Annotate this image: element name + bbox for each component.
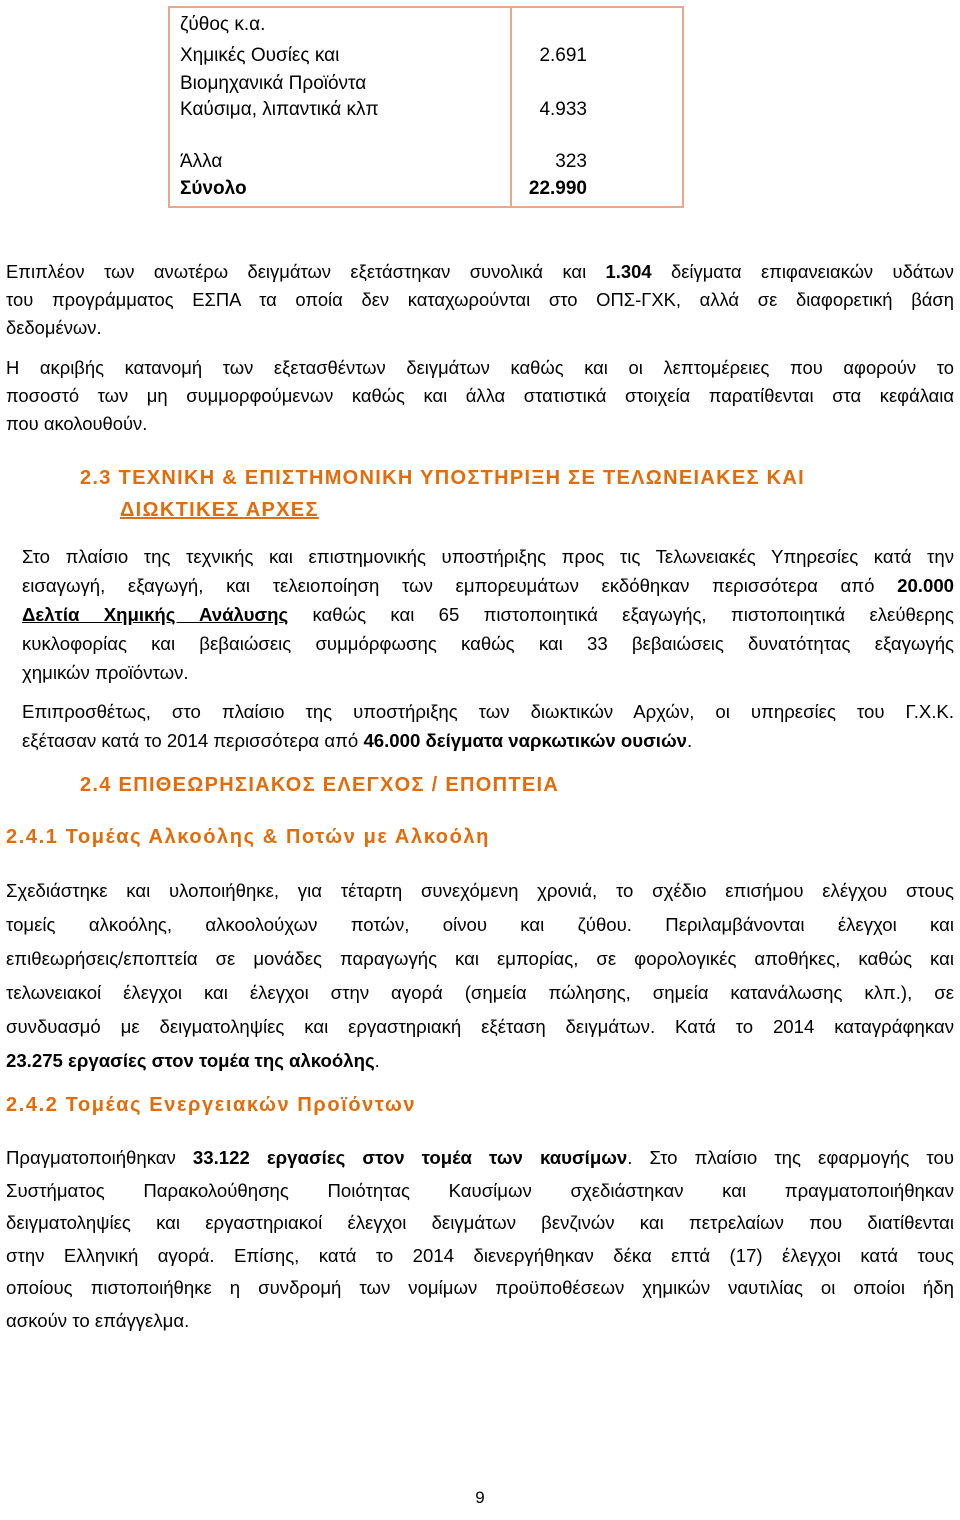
row-label-text: Βιομηχανικά Προϊόντα: [180, 73, 367, 94]
bold-underlined-text: Δελτία Χημικής Ανάλυσης: [22, 604, 289, 625]
row-value-text: 2.691: [539, 45, 587, 66]
table-row: [170, 98, 682, 148]
table-row: [170, 42, 682, 98]
subsection-heading-2-4-2: [6, 1094, 416, 1117]
heading-line: 2.4.2 Τομέας Ενεργειακών Προϊόντων: [6, 1094, 417, 1116]
text-line: επιθεωρήσεις/εποπτεία σε μονάδες παραγωγής και εμπορίας, σε φορολογικές αποθήκες, καθώς και: [6, 948, 954, 969]
row-label-text: Άλλα: [180, 151, 223, 172]
heading-line: 2.4.1 Τομέας Αλκοόλης & Ποτών με Αλκοόλη: [6, 826, 490, 848]
text-span: εισαγωγή, εξαγωγή, και τελειοποίηση των εμπορευμάτων εκδόθηκαν περισσότερα από: [22, 575, 898, 596]
bold-figure: 20.000: [897, 575, 954, 596]
samples-table: [168, 6, 684, 208]
bold-figure: 1.304: [605, 261, 652, 282]
text-line: [6, 1044, 954, 1078]
text-span: Επιπλέον των ανωτέρω δειγμάτων εξετάστηκαν συνολικά και: [6, 261, 606, 282]
row-label-text: Σύνολο: [180, 178, 247, 199]
text-line: συνδυασμό με δειγματοληψίες και εργαστηριακή εξέταση δειγμάτων. Κατά το 2014 καταγράφηκαν: [6, 1016, 954, 1037]
text-line: στην Ελληνική αγορά. Επίσης, κατά το 2014 διενεργήθηκαν δέκα επτά (17) έλεγχοι κατά τους: [6, 1244, 954, 1266]
subsection-heading-2-4-1: [6, 826, 490, 849]
row-label-text: ζύθος κ.α.: [180, 14, 266, 35]
page-number: 9: [475, 1488, 485, 1507]
text-line: κυκλοφορίας και βεβαιώσεις συμμόρφωσης καθώς και 33 βεβαιώσεις δυνατότητας εξαγωγής: [22, 633, 954, 654]
text-line: τελωνειακοί έλεγχοι και έλεγχοι στην αγορά (σημεία πώλησης, σημεία κατανάλωσης κλπ.), σε: [6, 982, 954, 1003]
text-line: Συστήματος Παρακολούθησης Ποιότητας Καυσίμων σχεδιάστηκαν και πραγματοποιήθηκαν: [6, 1179, 954, 1201]
table-row: [170, 178, 682, 206]
paragraph-distribution: [6, 354, 954, 438]
row-value: [510, 148, 682, 178]
row-value-text: 323: [555, 151, 587, 172]
text-span: . Στο πλαίσιο της εφαρμογής του: [627, 1147, 955, 1168]
row-value-text: 4.933: [539, 99, 587, 120]
row-value: [510, 178, 682, 206]
row-value: [510, 8, 682, 42]
paragraph-alcohol-sector: [6, 874, 954, 1078]
text-line: [22, 726, 954, 755]
text-span: καθώς και 65 πιστοποιητικά εξαγωγής, πιστοποιητικά ελεύθερης: [288, 604, 954, 625]
text-line: δεδομένων.: [6, 317, 102, 338]
text-line: Σχεδιάστηκε και υλοποιήθηκε, για τέταρτη συνεχόμενη χρονιά, το σχέδιο επισήμου ελέγχου στους: [6, 880, 954, 901]
section-heading-2-3: [80, 462, 805, 526]
row-label: [170, 148, 510, 178]
row-value: [510, 42, 682, 98]
text-line: [6, 1142, 954, 1175]
text-line: Στο πλαίσιο της τεχνικής και επιστημονικής υποστήριξης προς τις Τελωνειακές Υπηρεσίες κατά την: [22, 546, 954, 567]
row-label: [170, 42, 510, 98]
text-line: [22, 571, 954, 600]
row-label: [170, 8, 510, 42]
row-label: [170, 178, 510, 206]
text-line: [6, 258, 954, 286]
text-line: ποσοστό των μη συμμορφούμενων καθώς και άλλα στατιστικά στοιχεία παρατίθενται στα κεφάλαια: [6, 385, 954, 406]
paragraph-energy-sector: [6, 1142, 954, 1337]
table-row: [170, 148, 682, 178]
bold-figure: 23.275 εργασίες στον τομέα της αλκοόλης: [6, 1050, 375, 1071]
text-span: δείγματα επιφανειακών υδάτων: [651, 261, 954, 282]
text-span: εξέτασαν κατά το 2014 περισσότερα από: [22, 730, 364, 751]
text-span: .: [687, 730, 693, 751]
text-line: δειγματοληψίες και εργαστηριακοί έλεγχοι δειγμάτων βενζινών και πετρελαίων που διατίθενται: [6, 1212, 954, 1233]
row-value: [510, 98, 682, 148]
text-span: Πραγματοποιήθηκαν: [6, 1147, 193, 1168]
row-label-text: Καύσιμα, λιπαντικά κλπ: [180, 99, 379, 120]
text-line: Επιπροσθέτως, στο πλαίσιο της υποστήριξης των διωκτικών Αρχών, οι υπηρεσίες του Γ.Χ.Κ.: [22, 701, 954, 722]
text-line: τομείς αλκοόλης, αλκοολούχων ποτών, οίνου και ζύθου. Περιλαμβάνονται έλεγχοι και: [6, 914, 954, 935]
text-line: οποίους πιστοποιήθηκε η συνδρομή των νομίμων προϋποθέσεων χημικών ναυτιλίας οι οποίοι ήδη: [6, 1277, 954, 1298]
text-line: ασκούν το επάγγελμα.: [6, 1309, 190, 1331]
bold-figure: 46.000 δείγματα ναρκωτικών ουσιών: [363, 730, 688, 751]
row-value-text: 22.990: [528, 178, 587, 199]
table-row: [170, 8, 682, 42]
row-label-text: Χημικές Ουσίες και: [180, 45, 340, 66]
heading-line: ΔΙΩΚΤΙΚΕΣ ΑΡΧΕΣ: [120, 499, 319, 521]
text-line: χημικών προϊόντων.: [22, 662, 189, 683]
heading-line: 2.3 ΤΕΧΝΙΚΗ & ΕΠΙΣΤΗΜΟΝΙΚΗ ΥΠΟΣΤΗΡΙΞΗ ΣΕ ΤΕΛΩΝΕΙΑΚΕΣ ΚΑΙ: [80, 467, 805, 489]
text-line: που ακολουθούν.: [6, 413, 148, 434]
section-heading-2-4: [80, 774, 559, 797]
paragraph-customs-support: [22, 542, 954, 687]
text-line: [22, 600, 954, 629]
paragraph-extra-samples: [6, 258, 954, 342]
text-line: Η ακριβής κατανομή των εξετασθέντων δειγμάτων καθώς και οι λεπτομέρειες που αφορούν το: [6, 357, 954, 378]
row-label: [170, 98, 510, 148]
text-span: .: [374, 1050, 380, 1071]
text-line: του προγράμματος ΕΣΠΑ τα οποία δεν καταχωρούνται στο ΟΠΣ-ΓΧΚ, αλλά σε διαφορετική βάση: [6, 289, 954, 310]
heading-line: 2.4 ΕΠΙΘΕΩΡΗΣΙΑΚΟΣ ΕΛΕΓΧΟΣ / ΕΠΟΠΤΕΙΑ: [80, 774, 560, 796]
bold-figure: 33.122 εργασίες στον τομέα των καυσίμων: [192, 1147, 628, 1168]
paragraph-prosecution-support: [22, 697, 954, 755]
